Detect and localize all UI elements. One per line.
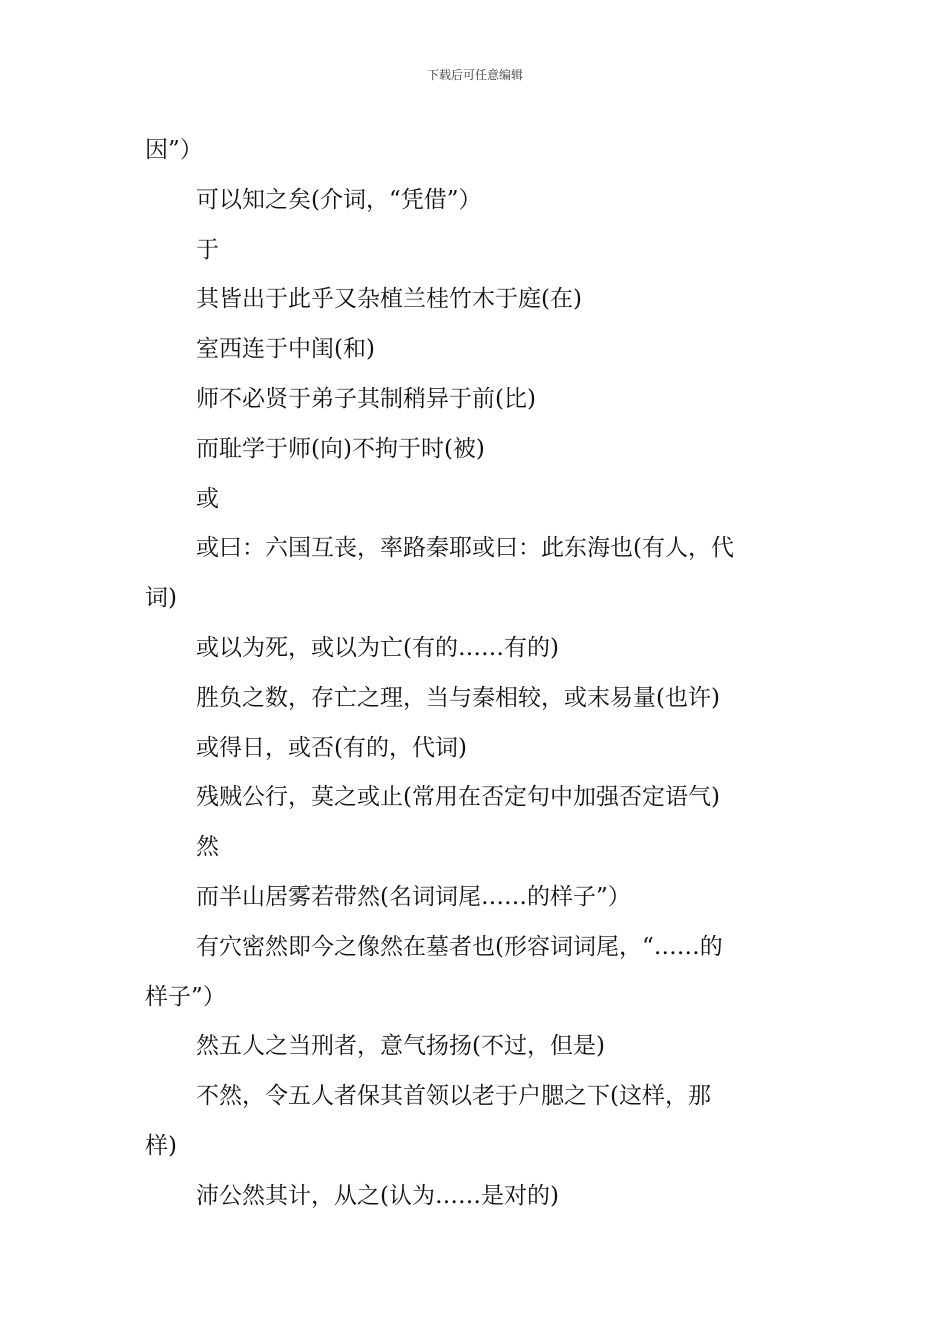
text-line: 或 (196, 485, 219, 512)
text-line: 师不必贤于弟子其制稍异于前(比) (196, 385, 536, 412)
text-line: 然 (196, 834, 219, 861)
text-line: 沛公然其计，从之(认为……是对的) (196, 1182, 559, 1209)
text-line: 胜负之数，存亡之理，当与秦相较，或末易量(也许) (196, 684, 720, 711)
text-line: 其皆出于此乎又杂植兰桂竹木于庭(在) (196, 286, 582, 313)
text-line: 室西连于中闺(和) (196, 336, 375, 363)
text-line: 因”） (145, 137, 203, 163)
text-line: 然五人之当刑者，意气扬扬(不过，但是) (196, 1033, 605, 1060)
text-line: 有穴密然即今之像然在墓者也(形容词词尾，“……的 (196, 933, 723, 960)
text-line: 而半山居雾若带然(名词词尾……的样子”） (196, 883, 631, 910)
text-line: 或曰：六国互丧，率路秦耶或曰：此东海也(有人，代 (196, 535, 734, 562)
text-line: 可以知之矣(介词，“凭借”） (196, 186, 482, 213)
text-line: 不然，令五人者保其首领以老于户腮之下(这样，那 (196, 1083, 711, 1110)
text-line: 或以为死，或以为亡(有的……有的) (196, 634, 559, 661)
text-line: 而耻学于师(向)不拘于时(被) (196, 435, 485, 462)
text-line: 词) (145, 585, 177, 612)
text-line: 样子”） (145, 983, 226, 1010)
text-line: 于 (196, 236, 219, 263)
page-header: 下载后可任意编辑 (426, 68, 523, 82)
text-line: 残贼公行，莫之或止(常用在否定句中加强否定语气) (196, 784, 720, 811)
text-line: 样) (145, 1132, 177, 1159)
document-body (145, 126, 813, 1222)
text-line: 或得日，或否(有的，代词) (196, 734, 467, 761)
